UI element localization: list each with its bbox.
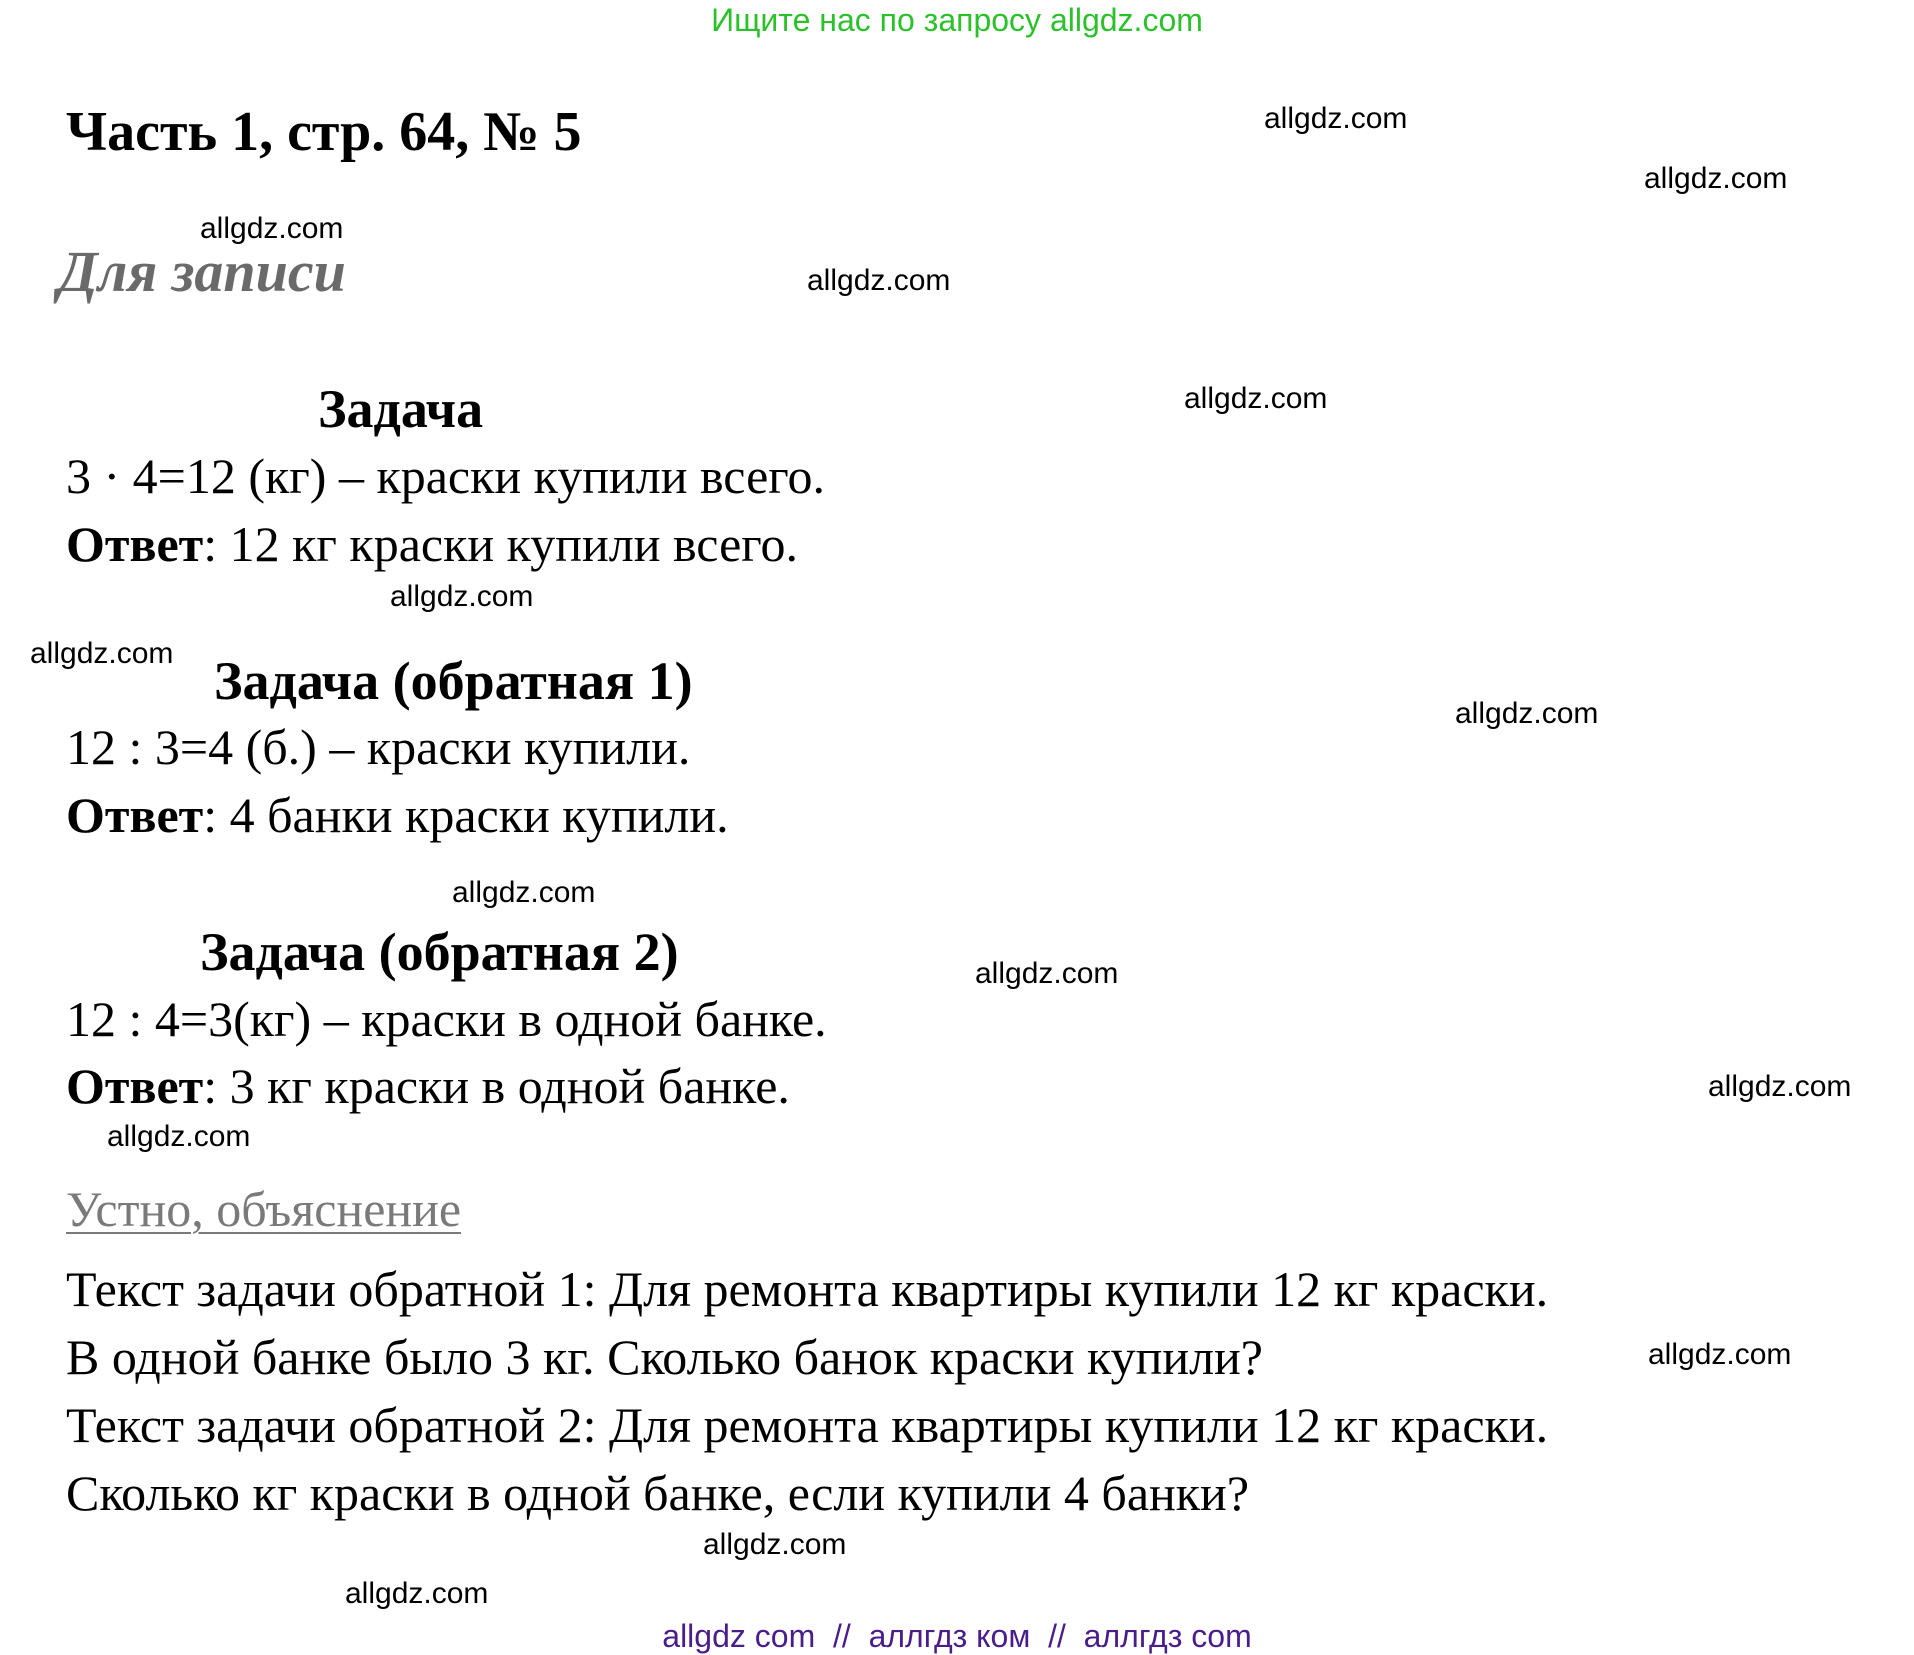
watermark: allgdz.com xyxy=(1644,162,1788,195)
watermark: allgdz.com xyxy=(1184,382,1328,415)
task-title: Задача (обратная 1) xyxy=(214,651,693,711)
answer-label: Ответ xyxy=(66,787,204,843)
watermark: allgdz.com xyxy=(1648,1338,1792,1371)
watermark: allgdz.com xyxy=(975,957,1119,990)
oral-section-title: Устно, объяснение xyxy=(66,1181,462,1237)
task-title: Задача xyxy=(318,379,484,439)
watermark: allgdz.com xyxy=(1264,102,1408,135)
section-subheading: Для записи xyxy=(58,239,346,304)
answer-text: : 12 кг краски купили всего. xyxy=(203,516,799,572)
answer-text: : 3 кг краски в одной банке. xyxy=(203,1058,790,1114)
oral-line: Текст задачи обратной 2: Для ремонта квартиры купили 12 кг краски. xyxy=(66,1397,1549,1453)
watermark: allgdz.com xyxy=(345,1577,489,1610)
answer-label: Ответ xyxy=(66,516,204,572)
answer-text: : 4 банки краски купили. xyxy=(203,787,729,843)
oral-line: Текст задачи обратной 1: Для ремонта квартиры купили 12 кг краски. xyxy=(66,1261,1549,1317)
task-answer xyxy=(66,786,729,844)
watermark: allgdz.com xyxy=(807,264,951,297)
task-answer xyxy=(66,515,798,573)
answer-label: Ответ xyxy=(66,1058,204,1114)
footer-banner xyxy=(0,1618,1914,1655)
page-title: Часть 1, стр. 64, № 5 xyxy=(66,101,582,163)
watermark: allgdz.com xyxy=(452,876,596,909)
task-solution: 12 : 4=3(кг) – краски в одной банке. xyxy=(66,991,827,1047)
top-banner: Ищите нас по запросу allgdz.com xyxy=(711,2,1203,38)
watermark: allgdz.com xyxy=(200,212,344,245)
watermark: allgdz.com xyxy=(1708,1070,1852,1103)
task-solution: 12 : 3=4 (б.) – краски купили. xyxy=(66,719,691,775)
task-answer xyxy=(66,1057,790,1115)
watermark: allgdz.com xyxy=(390,580,534,613)
oral-line: Сколько кг краски в одной банке, если купили 4 банки? xyxy=(66,1465,1250,1521)
footer-text: allgdz com // аллгдз ком // аллгдз com xyxy=(662,1618,1252,1654)
task-title: Задача (обратная 2) xyxy=(200,922,679,982)
watermark: allgdz.com xyxy=(703,1528,847,1561)
watermark: allgdz.com xyxy=(107,1120,251,1153)
oral-line: В одной банке было 3 кг. Сколько банок краски купили? xyxy=(66,1329,1263,1385)
watermark: allgdz.com xyxy=(1455,697,1599,730)
watermark: allgdz.com xyxy=(30,637,174,670)
task-solution: 3 · 4=12 (кг) – краски купили всего. xyxy=(66,448,826,504)
